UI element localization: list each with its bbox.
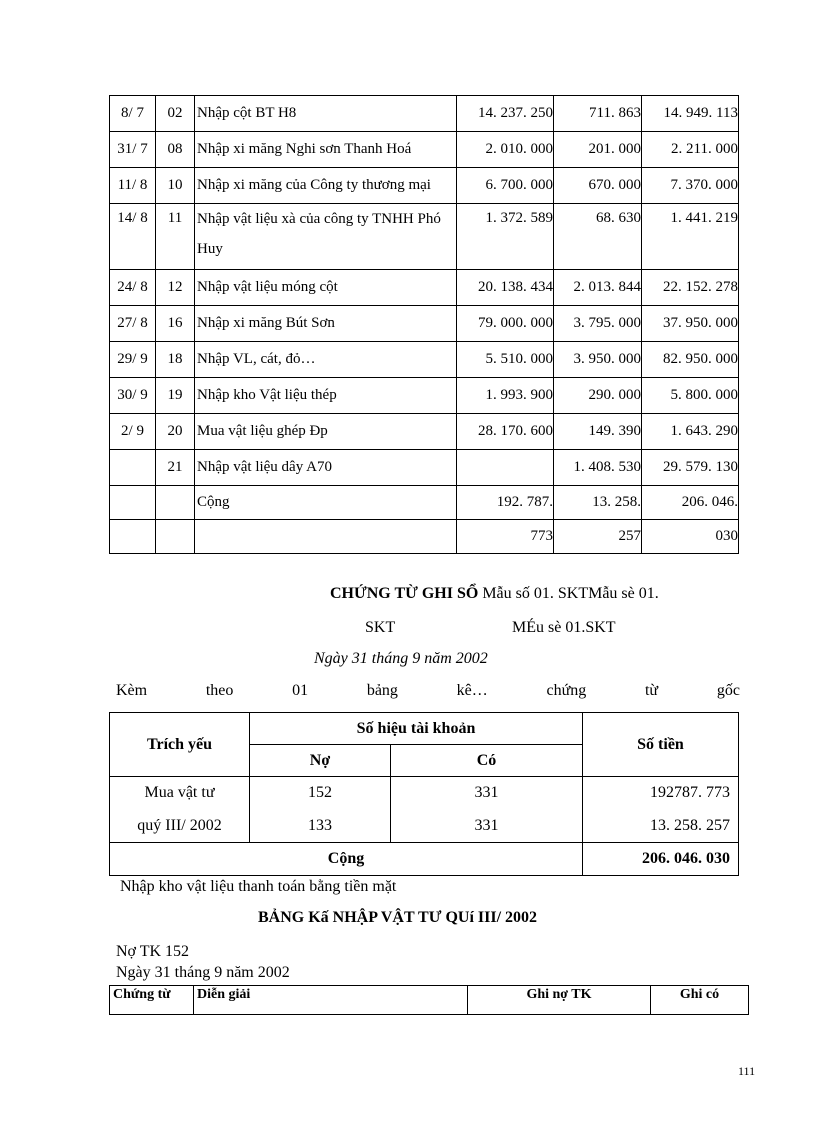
attachment-word: Kèm [116, 682, 148, 699]
credit-cell: 331 [391, 810, 583, 843]
report-title: BẢNG Kấ NHẬP VẬT TƯ QUí III/ 2002 [258, 909, 538, 926]
tax-cell: 290. 000 [554, 378, 642, 414]
total-cell: 82. 950. 000 [642, 342, 739, 378]
tax-cell: 3. 795. 000 [554, 306, 642, 342]
debit-cell: 152 [250, 777, 391, 810]
table-row [110, 378, 739, 414]
description-cell: Nhập VL, cát, đỏ… [195, 342, 457, 378]
date-cell [110, 450, 156, 486]
tax-cell: 1. 408. 530 [554, 450, 642, 486]
amount-cell: 192787. 773 [583, 777, 739, 810]
description-cell: Nhập kho Vật liệu thép [195, 378, 457, 414]
header-amount: Số tiền [583, 713, 739, 777]
date-cell: 27/ 8 [110, 306, 156, 342]
doc-number-cell: 12 [156, 270, 195, 306]
description-cell: Nhập vật liệu móng cột [195, 270, 457, 306]
total-cell: 14. 949. 113 [642, 96, 739, 132]
header-row [110, 986, 749, 1015]
attachment-word: 01 [292, 682, 309, 699]
date-cell: 11/ 8 [110, 168, 156, 204]
amount-cell: 6. 700. 000 [457, 168, 554, 204]
amount-cell: 2. 010. 000 [457, 132, 554, 168]
table-row [110, 810, 739, 843]
doc-number-cell: 19 [156, 378, 195, 414]
amount-cell: 1. 372. 589 [457, 204, 554, 270]
doc-number-cell [156, 486, 195, 520]
total-cell: 2. 211. 000 [642, 132, 739, 168]
table-row [110, 270, 739, 306]
total-cell: 5. 800. 000 [642, 378, 739, 414]
voucher-title: CHỨNG TỪ GHI SỔ [330, 585, 479, 602]
description-cell: quý III/ 2002 [110, 810, 250, 843]
description-cell: Nhập vật liệu xà của công ty TNHH Phó Huy [195, 204, 457, 270]
tax-cell: 149. 390 [554, 414, 642, 450]
table-row [110, 450, 739, 486]
header-account-number: Số hiệu tài khoản [250, 713, 583, 745]
description-cell [195, 520, 457, 554]
header-document: Chứng từ [110, 986, 194, 1015]
amount-cell: 5. 510. 000 [457, 342, 554, 378]
table-row [110, 306, 739, 342]
voucher-date: Ngày 31 tháng 9 năm 2002 [314, 650, 488, 667]
table-row [110, 168, 739, 204]
date-cell: 2/ 9 [110, 414, 156, 450]
page-number: 111 [738, 1064, 756, 1078]
total-cell: 7. 370. 000 [642, 168, 739, 204]
description-cell: Nhập xi măng Nghi sơn Thanh Hoá [195, 132, 457, 168]
total-tax-part2: 257 [554, 520, 642, 554]
doc-number-cell: 08 [156, 132, 195, 168]
header-row [110, 713, 739, 745]
table-row [110, 414, 739, 450]
header-debit: Ghi nợ TK [468, 986, 651, 1015]
doc-number-cell: 20 [156, 414, 195, 450]
payment-note: Nhập kho vật liệu thanh toán bằng tiền mặt [120, 878, 397, 895]
total-cell: 29. 579. 130 [642, 450, 739, 486]
voucher-table [109, 712, 739, 876]
report-header-table [109, 985, 749, 1015]
tax-cell: 68. 630 [554, 204, 642, 270]
attachment-word: gốc [716, 682, 740, 699]
amount-cell: 79. 000. 000 [457, 306, 554, 342]
date-cell [110, 486, 156, 520]
attachment-word: theo [205, 682, 234, 699]
table-row [110, 204, 739, 270]
header-explanation: Diễn giải [194, 986, 468, 1015]
tax-cell: 2. 013. 844 [554, 270, 642, 306]
total-tax-part1: 13. 258. [554, 486, 642, 520]
doc-number-cell: 21 [156, 450, 195, 486]
amount-cell [457, 450, 554, 486]
credit-cell: 331 [391, 777, 583, 810]
doc-number-cell: 02 [156, 96, 195, 132]
description-cell: Nhập xi măng Bút Sơn [195, 306, 457, 342]
total-cell: 37. 950. 000 [642, 306, 739, 342]
tax-cell: 711. 863 [554, 96, 642, 132]
debit-account: Nợ TK 152 [116, 943, 190, 960]
date-cell: 14/ 8 [110, 204, 156, 270]
description-cell: Nhập xi măng của Công ty thương mại [195, 168, 457, 204]
date-cell: 30/ 9 [110, 378, 156, 414]
header-credit: Có [391, 745, 583, 777]
tax-cell: 201. 000 [554, 132, 642, 168]
grand-total-part1: 206. 046. [642, 486, 739, 520]
total-cell: 22. 152. 278 [642, 270, 739, 306]
material-ledger-table [109, 95, 739, 554]
amount-cell: 20. 138. 434 [457, 270, 554, 306]
grand-total-part2: 030 [642, 520, 739, 554]
attachment-line [116, 682, 740, 700]
amount-cell: 13. 258. 257 [583, 810, 739, 843]
table-row [110, 96, 739, 132]
doc-number-cell: 18 [156, 342, 195, 378]
description-cell: Mua vật tư [110, 777, 250, 810]
header-debit: Nợ [250, 745, 391, 777]
doc-number-cell: 16 [156, 306, 195, 342]
attachment-word: chứng [546, 682, 587, 699]
date-cell: 29/ 9 [110, 342, 156, 378]
table-row [110, 342, 739, 378]
total-label: Cộng [110, 843, 583, 876]
date-cell: 31/ 7 [110, 132, 156, 168]
total-label: Cộng [195, 486, 457, 520]
total-row [110, 486, 739, 520]
description-cell: Mua vật liệu ghép Đp [195, 414, 457, 450]
amount-cell: 1. 993. 900 [457, 378, 554, 414]
table-row [110, 132, 739, 168]
tax-cell: 670. 000 [554, 168, 642, 204]
form-number-suffix: SKT [365, 619, 396, 636]
form-number: Mẫu số 01. SKTMẫu sè 01. [482, 585, 659, 602]
amount-cell: 14. 237. 250 [457, 96, 554, 132]
total-cell: 1. 643. 290 [642, 414, 739, 450]
total-row [110, 843, 739, 876]
description-cell: Nhập vật liệu dây A70 [195, 450, 457, 486]
total-amount-part2: 773 [457, 520, 554, 554]
form-number-alt: MÉu sè 01.SKT [512, 619, 616, 636]
header-credit: Ghi có [651, 986, 749, 1015]
date-cell [110, 520, 156, 554]
header-description: Trích yếu [110, 713, 250, 777]
total-amount: 206. 046. 030 [583, 843, 739, 876]
tax-cell: 3. 950. 000 [554, 342, 642, 378]
doc-number-cell [156, 520, 195, 554]
voucher-title-line [330, 585, 659, 603]
date-cell: 24/ 8 [110, 270, 156, 306]
table-row [110, 777, 739, 810]
description-cell: Nhập cột BT H8 [195, 96, 457, 132]
total-row-continued [110, 520, 739, 554]
doc-number-cell: 10 [156, 168, 195, 204]
attachment-word: kê… [456, 682, 488, 699]
date-cell: 8/ 7 [110, 96, 156, 132]
amount-cell: 28. 170. 600 [457, 414, 554, 450]
attachment-word: bảng [366, 682, 398, 699]
attachment-word: từ [644, 682, 659, 699]
report-date: Ngày 31 tháng 9 năm 2002 [116, 964, 290, 981]
total-amount-part1: 192. 787. [457, 486, 554, 520]
total-cell: 1. 441. 219 [642, 204, 739, 270]
debit-cell: 133 [250, 810, 391, 843]
doc-number-cell: 11 [156, 204, 195, 270]
